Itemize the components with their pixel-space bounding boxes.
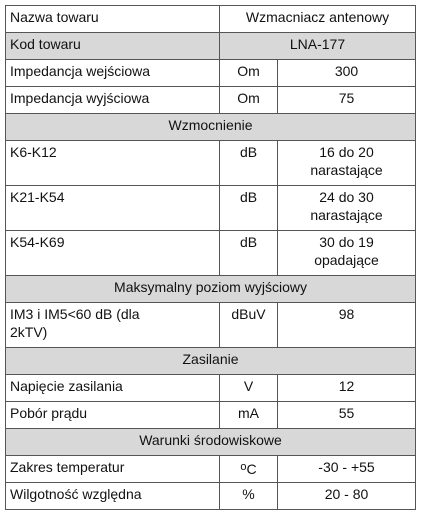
supply-voltage-label: Napięcie zasilania [6,375,220,402]
supply-voltage-row [6,375,416,402]
max-output-section-header [6,276,416,303]
environment-section-title: Warunki środowiskowe [6,429,416,456]
product-name-label: Nazwa towaru [6,6,220,33]
gain-band-label: K6-K12 [6,141,220,186]
gain-section-title: Wzmocnienie [6,114,416,141]
product-code-row [6,33,416,60]
temperature-unit: C [246,461,257,477]
input-impedance-unit: Om [220,60,278,87]
gain-unit: dB [220,231,278,276]
max-output-label-line1: IM3 i IM5<60 dB (dla [10,306,140,322]
input-impedance-label: Impedancja wejściowa [6,60,220,87]
gain-row [6,141,416,186]
output-impedance-value: 75 [278,87,416,114]
max-output-unit: dBuV [220,303,278,348]
degree-sign: o [240,461,247,473]
gain-value: 30 do 19 [319,234,374,250]
power-section-title: Zasilanie [6,348,416,375]
output-impedance-unit: Om [220,87,278,114]
gain-note: opadające [314,252,379,268]
current-draw-row [6,402,416,429]
humidity-value: 20 - 80 [278,483,416,510]
max-output-row [6,303,416,348]
product-name-row [6,6,416,33]
humidity-unit: % [220,483,278,510]
gain-band-label: K54-K69 [6,231,220,276]
environment-section-header [6,429,416,456]
gain-unit: dB [220,141,278,186]
gain-row [6,186,416,231]
temperature-range-row [6,456,416,483]
gain-value-cell [278,141,416,186]
max-output-label-line2: 2kTV) [10,324,48,340]
gain-unit: dB [220,186,278,231]
temperature-range-label: Zakres temperatur [6,456,220,483]
current-draw-value: 55 [278,402,416,429]
power-section-header [6,348,416,375]
gain-value: 16 do 20 [319,144,374,160]
gain-band-label: K21-K54 [6,186,220,231]
input-impedance-row [6,60,416,87]
temperature-unit-cell [220,456,278,483]
supply-voltage-value: 12 [278,375,416,402]
max-output-section-title: Maksymalny poziom wyjściowy [6,276,416,303]
product-code-label: Kod towaru [6,33,220,60]
gain-value-cell [278,231,416,276]
gain-note: narastające [310,207,383,223]
supply-voltage-unit: V [220,375,278,402]
gain-note: narastające [310,162,383,178]
gain-value-cell [278,186,416,231]
gain-section-header [6,114,416,141]
gain-value: 24 do 30 [319,189,374,205]
max-output-value: 98 [278,303,416,348]
gain-row [6,231,416,276]
product-code-value: LNA-177 [220,33,416,60]
max-output-label-cell [6,303,220,348]
current-draw-unit: mA [220,402,278,429]
specification-table [5,5,416,510]
output-impedance-row [6,87,416,114]
product-name-value: Wzmacniacz antenowy [220,6,416,33]
input-impedance-value: 300 [278,60,416,87]
humidity-row [6,483,416,510]
output-impedance-label: Impedancja wyjściowa [6,87,220,114]
humidity-label: Wilgotność względna [6,483,220,510]
current-draw-label: Pobór prądu [6,402,220,429]
temperature-range-value: -30 - +55 [278,456,416,483]
